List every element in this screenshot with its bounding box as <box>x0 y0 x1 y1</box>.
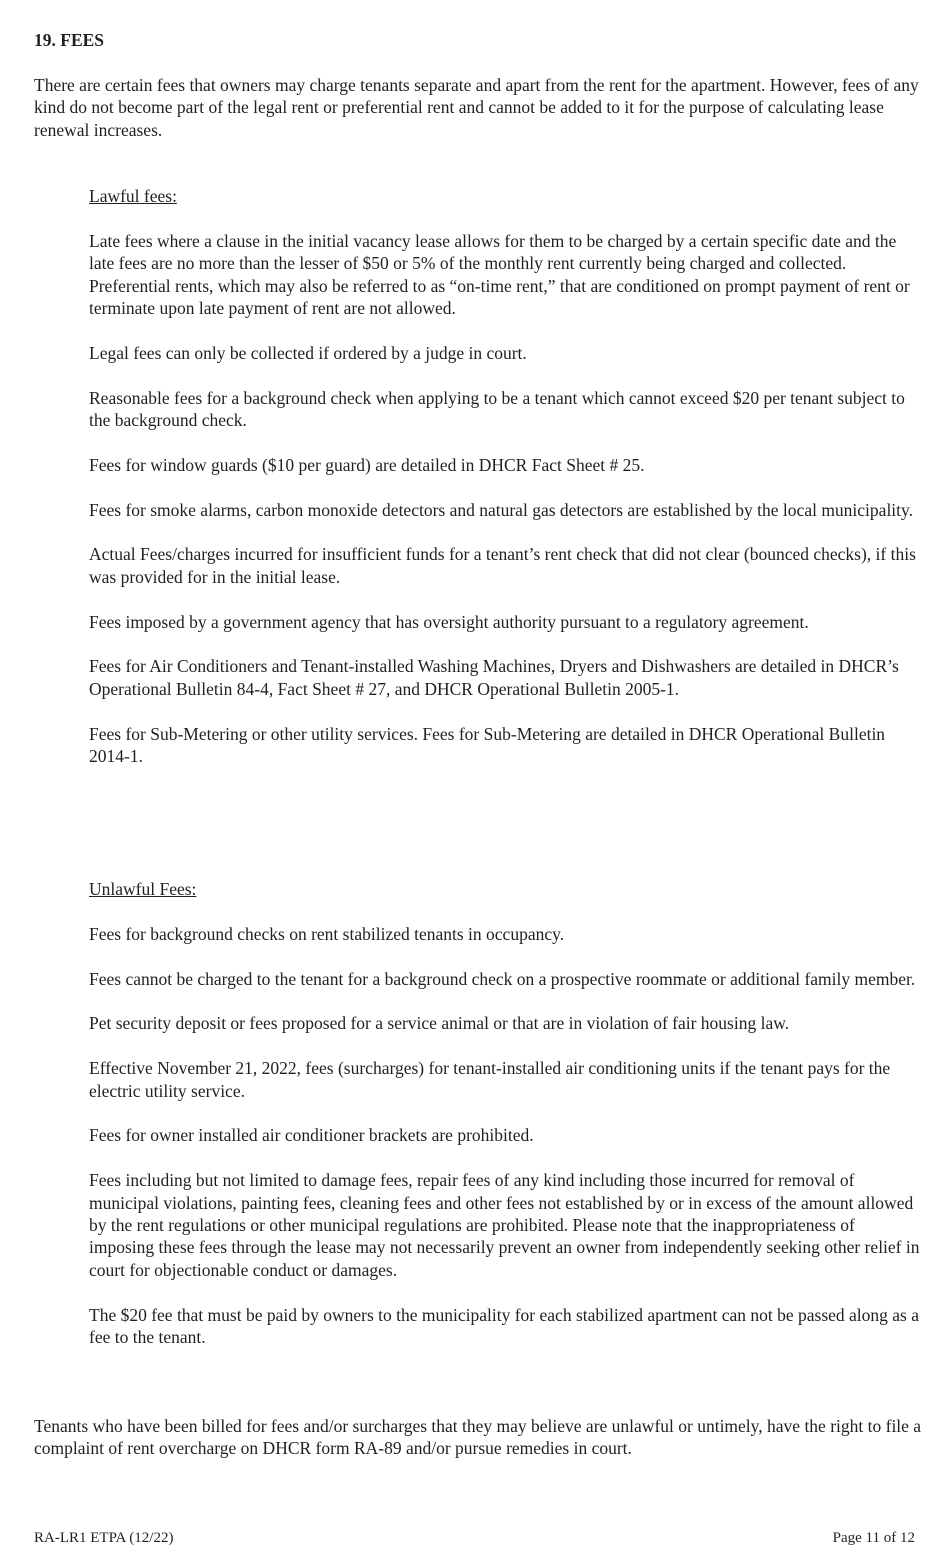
lawful-fees-title: Lawful fees: <box>89 186 177 206</box>
unlawful-fee-pet-deposit: Pet security deposit or fees proposed for a service animal or that are in violation of fair housing law. <box>89 1013 790 1034</box>
unlawful-fee-background-occupancy: Fees for background checks on rent stabilized tenants in occupancy. <box>89 923 565 944</box>
lawful-fee-late-fees: Late fees where a clause in the initial vacancy lease allows for them to be charged by a certain specific date and the late fees are no more than the lesser of $50 or 5% of the monthly rent currently being charged and collected. Preferential rents, which may also be referred to as “on-time rent,” that are conditioned on prompt payment of rent or terminate upon late payment of rent are not allowed. <box>89 230 910 319</box>
lawful-fee-government-agency: Fees imposed by a government agency that has oversight authority pursuant to a regulatory agreement. <box>89 611 809 632</box>
unlawful-fees-section <box>89 878 924 1371</box>
lawful-fee-legal-fees: Legal fees can only be collected if ordered by a judge in court. <box>89 342 527 363</box>
unlawful-fee-municipal-20: The $20 fee that must be paid by owners to the municipality for each stabilized apartment can not be passed along as a fee to the tenant. <box>89 1304 920 1348</box>
lawful-fee-background-check: Reasonable fees for a background check when applying to be a tenant which cannot exceed $20 per tenant subject to the background check. <box>89 387 905 431</box>
lawful-fee-insufficient-funds: Actual Fees/charges incurred for insufficient funds for a tenant’s rent check that did not clear (bounced checks), if this was provided for in the initial lease. <box>89 544 916 587</box>
page-number: Page 11 of 12 <box>832 1530 915 1546</box>
closing-paragraph: Tenants who have been billed for fees and/or surcharges that they may believe are unlawful or untimely, have the right to file a complaint of rent overcharge on DHCR form RA-89 and/or pursue remedies in court. <box>34 1416 922 1459</box>
intro-paragraph: There are certain fees that owners may charge tenants separate and apart from the rent for the apartment. However, fees of any kind do not become part of the legal rent or preferential rent and cannot be added to it for the purpose of calculating lease renewal increases. <box>34 75 919 140</box>
unlawful-fee-ac-brackets: Fees for owner installed air conditioner brackets are prohibited. <box>89 1125 534 1146</box>
lawful-fee-appliances: Fees for Air Conditioners and Tenant-installed Washing Machines, Dryers and Dishwashers are detailed in DHCR’s Operational Bulletin 84-4, Fact Sheet # 27, and DHCR Operational Bulletin 2005-1. <box>89 656 899 699</box>
lawful-fee-detectors: Fees for smoke alarms, carbon monoxide detectors and natural gas detectors are established by the local municipality. <box>89 499 914 520</box>
lawful-fee-window-guards: Fees for window guards ($10 per guard) are detailed in DHCR Fact Sheet # 25. <box>89 454 645 475</box>
unlawful-fee-ac-surcharge: Effective November 21, 2022, fees (surcharges) for tenant-installed air conditioning units if the tenant pays for the electric utility service. <box>89 1058 891 1101</box>
section-heading: 19. FEES <box>34 30 105 50</box>
unlawful-fee-roommate-check: Fees cannot be charged to the tenant for a background check on a prospective roommate or additional family member. <box>89 968 916 989</box>
form-id: RA-LR1 ETPA (12/22) <box>34 1530 174 1546</box>
lawful-fees-section <box>89 185 924 790</box>
unlawful-fees-title: Unlawful Fees: <box>89 879 197 899</box>
lawful-fee-sub-metering: Fees for Sub-Metering or other utility services. Fees for Sub-Metering are detailed in DHCR Operational Bulletin 2014-1. <box>89 723 886 767</box>
unlawful-fee-damage-repair: Fees including but not limited to damage fees, repair fees of any kind including those incurred for removal of municipal violations, painting fees, cleaning fees and other fees not established by or in excess of the amount allowed by the rent regulations or other municipal regulations are prohibited. Please note that the inappropriateness of imposing these fees through the lease may not necessarily prevent an owner from independently seeking other relief in court for objectionable conduct or damages. <box>89 1170 920 1280</box>
